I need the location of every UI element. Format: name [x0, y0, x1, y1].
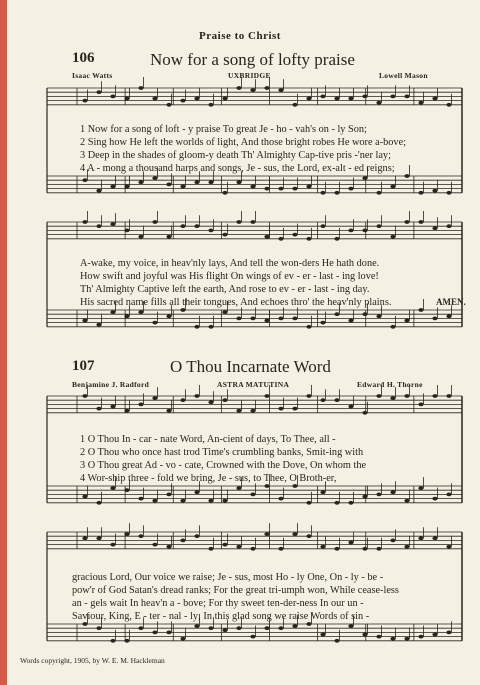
hymn-number: 107 [72, 358, 95, 374]
lyric-line: 4 Wor-ship three - fold we bring, Je - sus, to Thee, O Broth-er, [80, 473, 337, 484]
lyric-line: Saviour, King, E - ter - nal - ly; In this glad song we raise Words of sin - [72, 611, 370, 622]
lyric-line: pow'r of God Satan's dread ranks; For the great tri-umph won, While cease-less [72, 585, 399, 596]
lyric-line: How swift and joyful was His flight On wings of ev - er - last - ing love! [80, 271, 379, 282]
page-header: Praise to Christ [199, 30, 281, 42]
lyric-line: an - gels wait In heav'n a - bove; For thy sweet ten-der-ness In our un - [72, 598, 364, 609]
lyric-line: gracious Lord, Our voice we raise; Je - sus, most Ho - ly One, On - ly - be - [72, 572, 384, 583]
copyright-footnote: Words copyright, 1905, by W. E. M. Hackleman [20, 656, 165, 665]
hymn-number: 106 [72, 50, 95, 66]
hymn-composer: Lowell Mason [379, 71, 428, 80]
lyric-line: 4 A - mong a thousand harps and songs, Je - sus, the Lord, ex-alt - ed reigns; [80, 163, 395, 174]
hymn-title: O Thou Incarnate Word [170, 357, 331, 376]
hymn-author: Benjamine J. Radford [72, 380, 150, 389]
lyric-line: 2 O Thou who once hast trod Time's crumbling banks, Smit-ing with [80, 447, 364, 458]
lyric-line: A-wake, my voice, in heav'nly lays, And tell the won-ders He hath done. [80, 258, 380, 269]
lyric-line: 3 O Thou great Ad - vo - cate, Crowned with the Dove, On whom the [80, 460, 367, 471]
lyric-line: His sacred name fills all their tongues, And echoes thro' the heav'nly plains. [80, 297, 392, 308]
hymn-tune: ASTRA MATUTINA [217, 380, 290, 389]
hymn-composer: Edward H. Thorne [357, 380, 423, 389]
amen-label: AMEN. [436, 297, 466, 307]
lyric-line: 3 Deep in the shades of gloom-y death Th' Almighty Cap-tive pris -'ner lay; [80, 150, 391, 161]
hymn-author: Isaac Watts [72, 71, 113, 80]
lyric-line: Th' Almighty Captive left the earth, And rose to ev - er - last - ing day. [80, 284, 370, 295]
lyric-line: 1 O Thou In - car - nate Word, An-cient of days, To Thee, all - [80, 434, 336, 445]
lyric-line: 2 Sing how He left the worlds of light, And those bright robes He wore a-bove; [80, 137, 407, 148]
lyric-line: 1 Now for a song of loft - y praise To great Je - ho - vah's on - ly Son; [80, 124, 367, 135]
hymn-tune: UXBRIDGE [228, 71, 271, 80]
hymn-title: Now for a song of lofty praise [150, 50, 355, 69]
